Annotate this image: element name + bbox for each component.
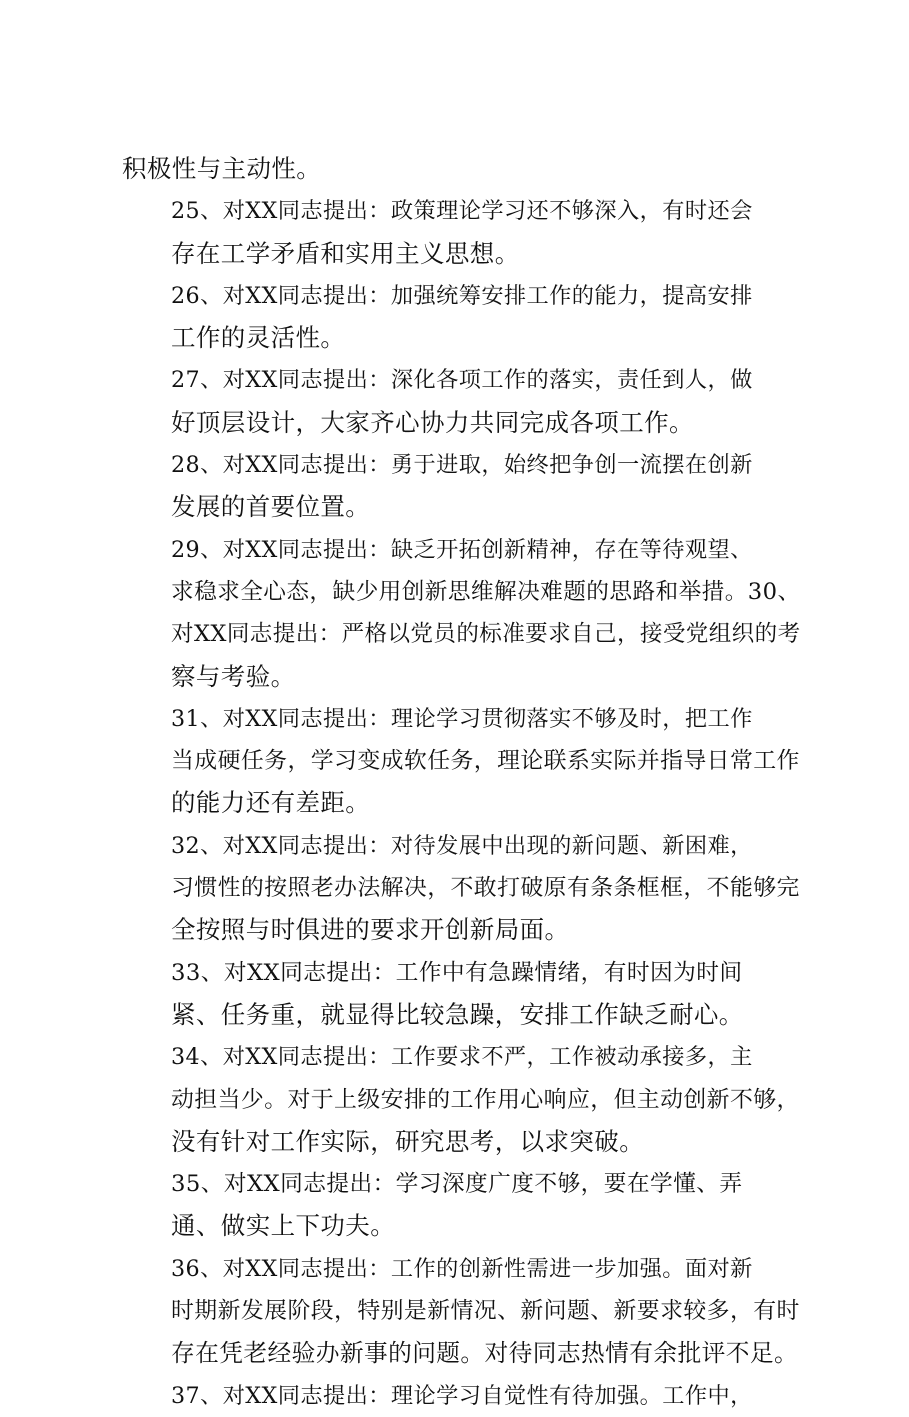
text-line: 没有针对工作实际，研究思考，以求突破。: [171, 1126, 645, 1156]
text-line: 的能力还有差距。: [171, 788, 371, 818]
paragraph: [122, 1036, 800, 1163]
text-line: 全按照与时俱进的要求开创新局面。: [171, 915, 570, 945]
text-line: 求稳求全心态，缺少用创新思维解决难题的思路和举措。30、: [171, 578, 801, 605]
paragraph: [122, 529, 801, 698]
text-line: 动担当少。对于上级安排的工作用心响应，但主动创新不够，: [171, 1086, 800, 1113]
text-line: 34、对XX同志提出：工作要求不严，工作被动承接多，主: [171, 1044, 753, 1071]
text-line: 29、对XX同志提出：缺乏开拓创新精神，存在等待观望、: [171, 536, 753, 563]
paragraph: [122, 1375, 796, 1417]
paragraph: [122, 952, 796, 1037]
text-line: 好顶层设计，大家齐心协力共同完成各项工作。: [171, 407, 694, 437]
paragraph: [122, 1248, 800, 1375]
paragraph: [122, 698, 800, 825]
text-line: 时期新发展阶段，特别是新情况、新问题、新要求较多，有时: [171, 1298, 800, 1325]
text-line: 27、对XX同志提出：深化各项工作的落实，责任到人，做: [171, 367, 753, 394]
text-line: 37、对XX同志提出：理论学习自觉性有待加强。工作中，: [171, 1382, 753, 1409]
paragraph: [122, 359, 796, 444]
text-line: 当成硬任务，学习变成软任务，理论联系实际并指导日常工作: [171, 748, 800, 775]
text-line: 紧、任务重，就显得比较急躁，安排工作缺乏耐心。: [171, 999, 744, 1029]
text-line: 习惯性的按照老办法解决，不敢打破原有条条框框，不能够完: [171, 875, 800, 902]
text-line: 31、对XX同志提出：理论学习贯彻落实不够及时，把工作: [171, 705, 753, 732]
text-line: 存在工学矛盾和实用主义思想。: [171, 238, 520, 268]
text-line: 存在凭老经验办新事的问题。对待同志热情有余批评不足。: [171, 1339, 799, 1368]
text-line: 积极性与主动性。: [122, 154, 322, 183]
paragraph: [122, 275, 796, 360]
text-line: 通、做实上下功夫。: [171, 1211, 396, 1241]
text-line: 36、对XX同志提出：工作的创新性需进一步加强。面对新: [171, 1255, 753, 1282]
text-line: 32、对XX同志提出：对待发展中出现的新问题、新困难，: [171, 832, 753, 859]
text-line: 发展的首要位置。: [171, 492, 371, 522]
paragraph: [122, 148, 796, 190]
paragraph: [122, 825, 800, 952]
text-line: 察与考验。: [171, 661, 296, 691]
text-line: 25、对XX同志提出：政策理论学习还不够深入，有时还会: [171, 198, 753, 225]
text-line: 对XX同志提出：严格以党员的标准要求自己，接受党组织的考: [171, 621, 801, 648]
document-body: [122, 148, 801, 1417]
paragraph: [122, 444, 796, 529]
text-line: 28、对XX同志提出：勇于进取，始终把争创一流摆在创新: [171, 452, 753, 479]
text-line: 35、对XX同志提出：学习深度广度不够，要在学懂、弄: [171, 1171, 743, 1198]
paragraph: [122, 1163, 796, 1248]
text-line: 26、对XX同志提出：加强统筹安排工作的能力，提高安排: [171, 282, 753, 309]
text-line: 工作的灵活性。: [171, 323, 346, 353]
paragraph: [122, 190, 796, 275]
text-line: 33、对XX同志提出：工作中有急躁情绪，有时因为时间: [171, 959, 743, 986]
